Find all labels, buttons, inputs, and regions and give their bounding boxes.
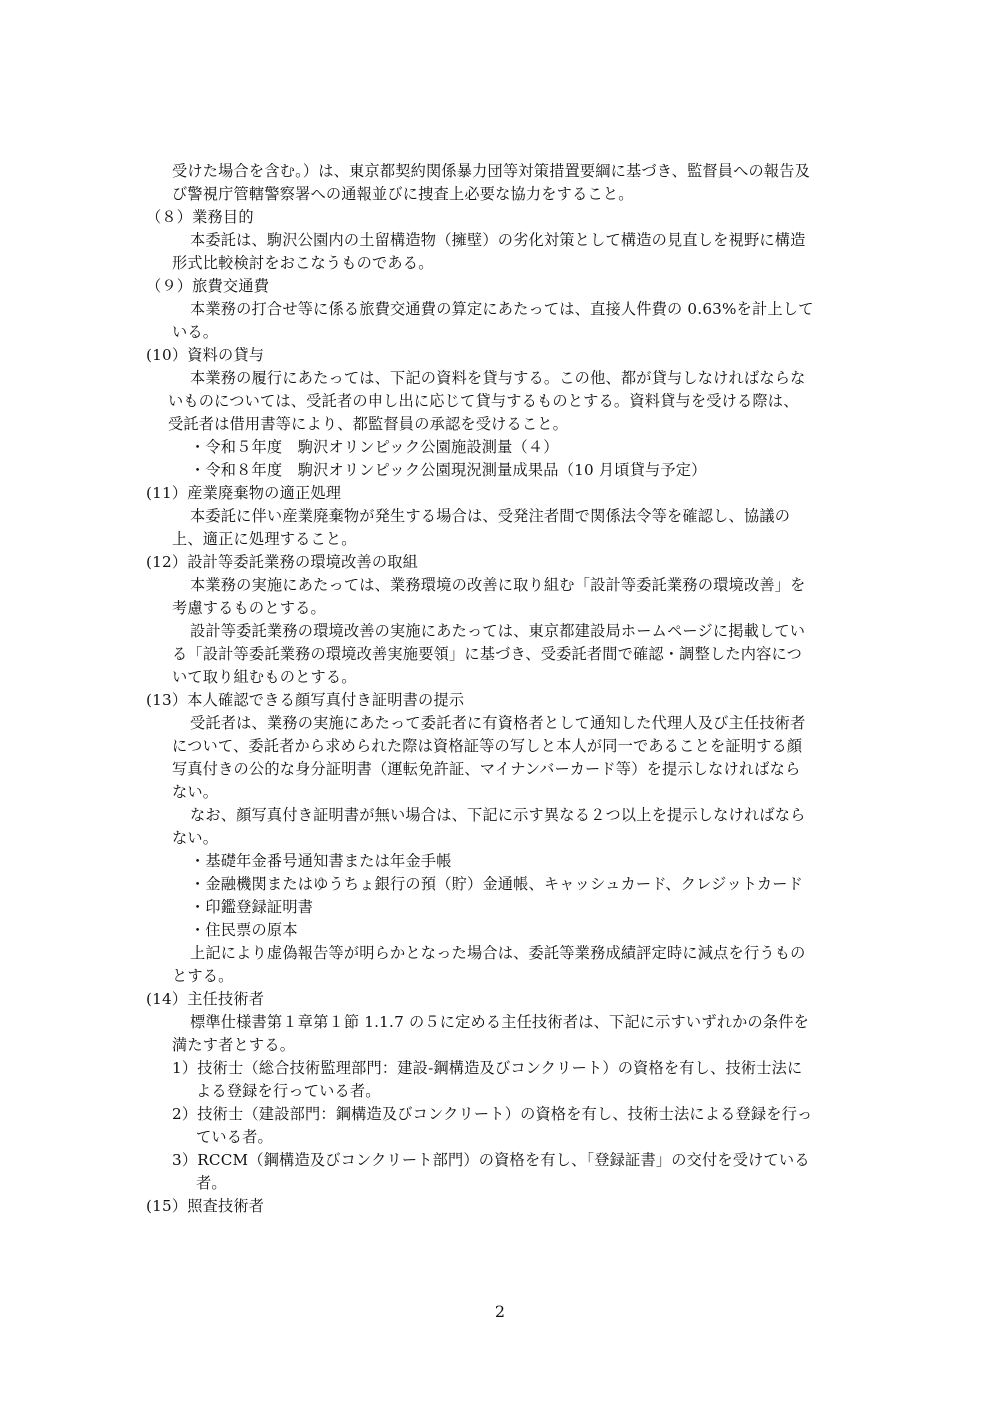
- text-line: ・令和８年度 駒沢オリンピック公園現況測量成果品（10 月頃貸与予定）: [190, 461, 707, 479]
- text-line: ない。: [172, 783, 219, 801]
- text-line: ・金融機関またはゆうちょ銀行の預（貯）金通帳、キャッシュカード、クレジットカード: [190, 875, 803, 893]
- text-line: 受託者は借用書等により、都監督員の承認を受けること。: [168, 415, 569, 433]
- text-line: 者。: [196, 1174, 227, 1192]
- text-line: る「設計等委託業務の環境改善実施要領」に基づき、受委託者間で確認・調整した内容につ: [172, 645, 802, 663]
- text-line: (13）本人確認できる顔写真付き証明書の提示: [146, 691, 465, 709]
- text-line: 上、適正に処理すること。: [172, 530, 357, 548]
- text-line: ・印鑑登録証明書: [190, 898, 314, 916]
- text-line: 3）RCCM（鋼構造及びコンクリート部門）の資格を有し、「登録証書」の交付を受けている: [172, 1151, 810, 1169]
- text-line: (14）主任技術者: [146, 990, 265, 1008]
- text-line: 受託者は、業務の実施にあたって委託者に有資格者として通知した代理人及び主任技術者: [190, 714, 806, 732]
- text-line: ・令和５年度 駒沢オリンピック公園施設測量（４）: [190, 438, 559, 456]
- text-line: 本業務の履行にあたっては、下記の資料を貸与する。この他、都が貸与しなければならな: [190, 369, 806, 387]
- text-line: ている者。: [196, 1128, 273, 1146]
- text-line: とする。: [172, 967, 234, 985]
- text-line: について、委託者から求められた際は資格証等の写しと本人が同一であることを証明する顔: [172, 737, 803, 755]
- text-line: (15）照査技術者: [146, 1197, 265, 1215]
- text-line: 写真付きの公的な身分証明書（運転免許証、マイナンバーカード等）を提示しなければなら: [172, 760, 801, 778]
- text-line: 形式比較検討をおこなうものである。: [172, 254, 434, 272]
- text-line: 考慮するものとする。: [172, 599, 326, 617]
- text-line: 本委託に伴い産業廃棄物が発生する場合は、受発注者間で関係法令等を確認し、協議の: [190, 507, 791, 525]
- text-line: （９）旅費交通費: [146, 277, 270, 295]
- text-line: いる。: [172, 323, 219, 341]
- text-line: なお、顔写真付き証明書が無い場合は、下記に示す異なる２つ以上を提示しなければなら: [190, 806, 806, 824]
- text-line: (12）設計等委託業務の環境改善の取組: [146, 553, 419, 571]
- text-line: び警視庁管轄警察署への通報並びに捜査上必要な協力をすること。: [172, 185, 634, 203]
- text-line: いものについては、受託者の申し出に応じて貸与するものとする。資料貸与を受ける際は、: [168, 392, 799, 410]
- text-line: 受けた場合を含む。）は、東京都契約関係暴力団等対策措置要綱に基づき、監督員への報告及: [172, 162, 811, 180]
- text-line: 本委託は、駒沢公園内の土留構造物（擁壁）の劣化対策として構造の見直しを視野に構造: [190, 231, 806, 249]
- text-line: (10）資料の貸与: [146, 346, 265, 364]
- text-line: (11）産業廃棄物の適正処理: [146, 484, 342, 502]
- text-line: 満たす者とする。: [172, 1036, 296, 1054]
- text-line: 本業務の実施にあたっては、業務環境の改善に取り組む「設計等委託業務の環境改善」を: [190, 576, 806, 594]
- text-line: いて取り組むものとする。: [172, 668, 357, 686]
- text-line: よる登録を行っている者。: [196, 1082, 381, 1100]
- text-line: ・基礎年金番号通知書または年金手帳: [190, 852, 452, 870]
- page-number: 2: [494, 1302, 506, 1321]
- text-line: ない。: [172, 829, 219, 847]
- text-line: 標準仕様書第１章第１節 1.1.7 の５に定める主任技術者は、下記に示すいずれかの条件を: [190, 1013, 810, 1031]
- text-line: ・住民票の原本: [190, 921, 298, 939]
- text-line: 上記により虚偽報告等が明らかとなった場合は、委託等業務成績評定時に減点を行うもの: [190, 944, 806, 962]
- text-line: 設計等委託業務の環境改善の実施にあたっては、東京都建設局ホームページに掲載してい: [190, 622, 806, 640]
- text-line: 本業務の打合せ等に係る旅費交通費の算定にあたっては、直接人件費の 0.63%を計上して: [190, 300, 814, 318]
- text-line: （８）業務目的: [146, 208, 254, 226]
- text-line: 1）技術士（総合技術監理部門：建設-鋼構造及びコンクリート）の資格を有し、技術士法に: [172, 1059, 803, 1077]
- text-line: 2）技術士（建設部門：鋼構造及びコンクリート）の資格を有し、技術士法による登録を行っ: [172, 1105, 813, 1123]
